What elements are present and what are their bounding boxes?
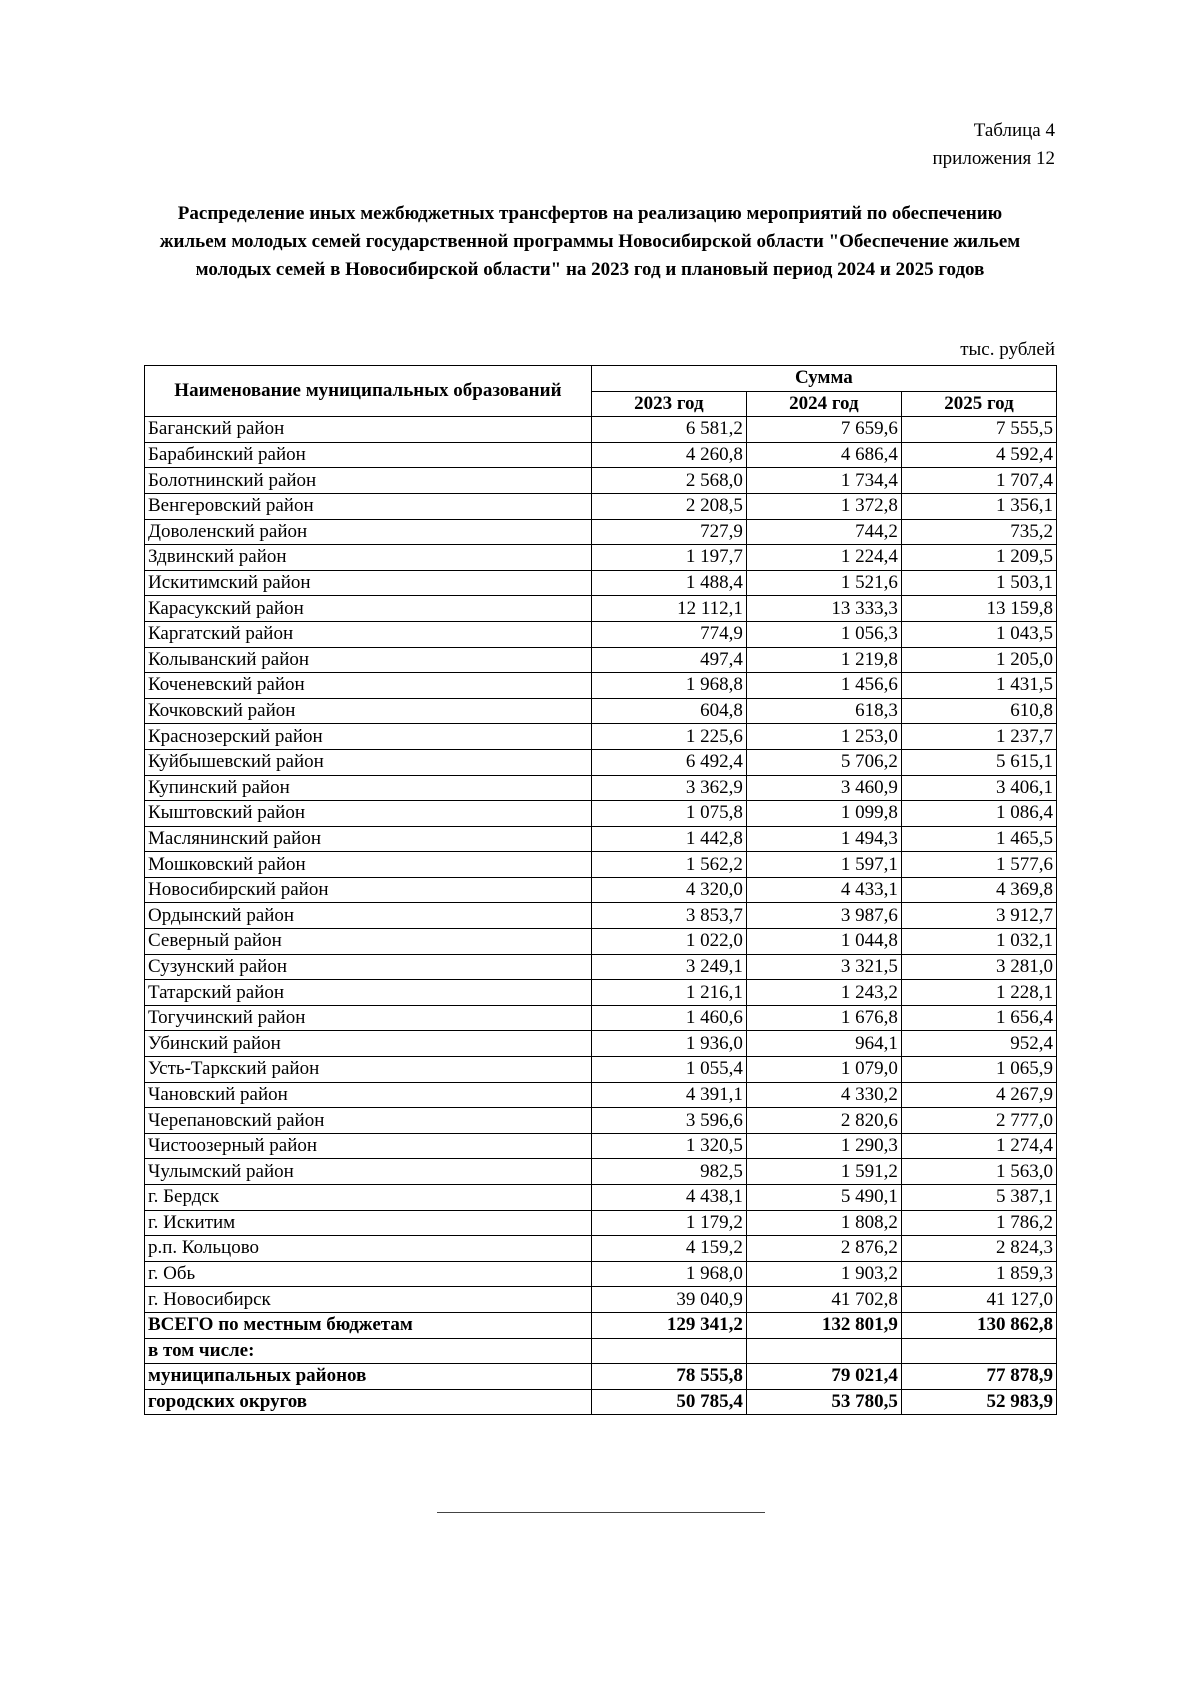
value-2023-cell: 3 853,7	[591, 903, 746, 929]
municipality-name-cell: Искитимский район	[145, 570, 592, 596]
table-row	[145, 1108, 1057, 1134]
value-2024-cell: 1 456,6	[746, 673, 901, 699]
value-2023-cell: 1 320,5	[591, 1133, 746, 1159]
value-2025-cell: 52 983,9	[901, 1389, 1056, 1415]
value-2024-cell: 79 021,4	[746, 1364, 901, 1390]
value-2025-cell: 2 777,0	[901, 1108, 1056, 1134]
value-2025-cell: 4 592,4	[901, 442, 1056, 468]
value-2024-cell: 1 494,3	[746, 826, 901, 852]
municipality-name-cell: Чулымский район	[145, 1159, 592, 1185]
value-2023-cell: 6 581,2	[591, 417, 746, 443]
empty-cell	[746, 1338, 901, 1364]
value-2025-cell: 1 786,2	[901, 1210, 1056, 1236]
value-2024-cell: 4 433,1	[746, 877, 901, 903]
table-row	[145, 1185, 1057, 1211]
table-row	[145, 801, 1057, 827]
value-2023-cell: 6 492,4	[591, 749, 746, 775]
including-row	[145, 1338, 1057, 1364]
value-2023-cell: 4 391,1	[591, 1082, 746, 1108]
appendix-label: приложения 12	[932, 148, 1055, 169]
value-2024-cell: 1 808,2	[746, 1210, 901, 1236]
table-row	[145, 1261, 1057, 1287]
value-2023-cell: 497,4	[591, 647, 746, 673]
table-row	[145, 1236, 1057, 1262]
value-2024-cell: 1 044,8	[746, 929, 901, 955]
value-2023-cell: 4 260,8	[591, 442, 746, 468]
value-2024-cell: 744,2	[746, 519, 901, 545]
value-2025-cell: 1 043,5	[901, 621, 1056, 647]
value-2023-cell: 3 362,9	[591, 775, 746, 801]
value-2024-cell: 1 056,3	[746, 621, 901, 647]
sum-column-header: Сумма	[591, 366, 1056, 392]
table-row	[145, 493, 1057, 519]
municipality-name-cell: г. Новосибирск	[145, 1287, 592, 1313]
value-2023-cell: 12 112,1	[591, 596, 746, 622]
value-2023-cell: 1 225,6	[591, 724, 746, 750]
table-row	[145, 980, 1057, 1006]
value-2024-cell: 1 676,8	[746, 1005, 901, 1031]
value-2025-cell: 77 878,9	[901, 1364, 1056, 1390]
value-2025-cell: 3 912,7	[901, 903, 1056, 929]
bottom-divider	[437, 1512, 765, 1513]
municipality-name-cell: Черепановский район	[145, 1108, 592, 1134]
municipality-name-cell: Кыштовский район	[145, 801, 592, 827]
municipality-name-cell: Колыванский район	[145, 647, 592, 673]
value-2025-cell: 735,2	[901, 519, 1056, 545]
subtotal-row	[145, 1389, 1057, 1415]
municipality-name-cell: Убинский район	[145, 1031, 592, 1057]
value-2025-cell: 5 615,1	[901, 749, 1056, 775]
municipality-name-cell: Чановский район	[145, 1082, 592, 1108]
value-2024-cell: 1 079,0	[746, 1057, 901, 1083]
subtotal-row	[145, 1364, 1057, 1390]
value-2025-cell: 1 065,9	[901, 1057, 1056, 1083]
value-2023-cell: 1 968,0	[591, 1261, 746, 1287]
value-2025-cell: 4 369,8	[901, 877, 1056, 903]
including-label-cell: в том числе:	[145, 1338, 592, 1364]
municipality-name-cell: г. Бердск	[145, 1185, 592, 1211]
value-2023-cell: 4 320,0	[591, 877, 746, 903]
value-2023-cell: 982,5	[591, 1159, 746, 1185]
municipality-name-cell: Тогучинский район	[145, 1005, 592, 1031]
value-2025-cell: 7 555,5	[901, 417, 1056, 443]
value-2025-cell: 1 707,4	[901, 468, 1056, 494]
empty-cell	[591, 1338, 746, 1364]
municipality-name-cell: Краснозерский район	[145, 724, 592, 750]
table-row	[145, 826, 1057, 852]
table-row	[145, 621, 1057, 647]
value-2023-cell: 4 438,1	[591, 1185, 746, 1211]
value-2023-cell: 1 968,8	[591, 673, 746, 699]
value-2025-cell: 610,8	[901, 698, 1056, 724]
municipality-name-cell: Барабинский район	[145, 442, 592, 468]
municipality-name-cell: Куйбышевский район	[145, 749, 592, 775]
table-row	[145, 903, 1057, 929]
value-2024-cell: 2 820,6	[746, 1108, 901, 1134]
value-2024-cell: 618,3	[746, 698, 901, 724]
value-2024-cell: 132 801,9	[746, 1312, 901, 1338]
value-2023-cell: 2 208,5	[591, 493, 746, 519]
municipality-name-cell: р.п. Кольцово	[145, 1236, 592, 1262]
value-2023-cell: 2 568,0	[591, 468, 746, 494]
table-row	[145, 519, 1057, 545]
value-2024-cell: 7 659,6	[746, 417, 901, 443]
municipality-name-cell: городских округов	[145, 1389, 592, 1415]
value-2025-cell: 1 274,4	[901, 1133, 1056, 1159]
municipality-name-cell: ВСЕГО по местным бюджетам	[145, 1312, 592, 1338]
table-row	[145, 417, 1057, 443]
value-2024-cell: 5 490,1	[746, 1185, 901, 1211]
value-2024-cell: 1 099,8	[746, 801, 901, 827]
value-2024-cell: 3 321,5	[746, 954, 901, 980]
value-2024-cell: 1 219,8	[746, 647, 901, 673]
table-row	[145, 775, 1057, 801]
value-2024-cell: 1 372,8	[746, 493, 901, 519]
municipality-name-cell: Коченевский район	[145, 673, 592, 699]
table-row	[145, 954, 1057, 980]
value-2025-cell: 1 032,1	[901, 929, 1056, 955]
table-row	[145, 1057, 1057, 1083]
value-2024-cell: 1 734,4	[746, 468, 901, 494]
year-2023-header: 2023 год	[591, 391, 746, 417]
table-row	[145, 596, 1057, 622]
empty-cell	[901, 1338, 1056, 1364]
value-2023-cell: 1 562,2	[591, 852, 746, 878]
value-2023-cell: 3 249,1	[591, 954, 746, 980]
table-number-label: Таблица 4	[973, 120, 1055, 141]
value-2023-cell: 1 075,8	[591, 801, 746, 827]
municipality-name-cell: Баганский район	[145, 417, 592, 443]
table-row	[145, 1287, 1057, 1313]
value-2023-cell: 774,9	[591, 621, 746, 647]
value-2025-cell: 3 281,0	[901, 954, 1056, 980]
table-row	[145, 877, 1057, 903]
municipality-name-cell: Доволенский район	[145, 519, 592, 545]
value-2023-cell: 1 197,7	[591, 545, 746, 571]
value-2023-cell: 1 216,1	[591, 980, 746, 1006]
value-2024-cell: 4 330,2	[746, 1082, 901, 1108]
value-2025-cell: 1 205,0	[901, 647, 1056, 673]
value-2025-cell: 41 127,0	[901, 1287, 1056, 1313]
municipality-name-cell: Каргатский район	[145, 621, 592, 647]
value-2025-cell: 13 159,8	[901, 596, 1056, 622]
value-2024-cell: 53 780,5	[746, 1389, 901, 1415]
value-2024-cell: 2 876,2	[746, 1236, 901, 1262]
value-2023-cell: 1 488,4	[591, 570, 746, 596]
value-2023-cell: 1 179,2	[591, 1210, 746, 1236]
value-2025-cell: 1 563,0	[901, 1159, 1056, 1185]
table-row	[145, 647, 1057, 673]
value-2024-cell: 964,1	[746, 1031, 901, 1057]
municipality-name-cell: Мошковский район	[145, 852, 592, 878]
value-2023-cell: 1 022,0	[591, 929, 746, 955]
units-label: тыс. рублей	[960, 339, 1055, 360]
table-row	[145, 1133, 1057, 1159]
table-row	[145, 1005, 1057, 1031]
municipality-name-cell: Болотнинский район	[145, 468, 592, 494]
table-row	[145, 698, 1057, 724]
municipality-name-cell: Здвинский район	[145, 545, 592, 571]
municipality-name-cell: Сузунский район	[145, 954, 592, 980]
value-2024-cell: 3 460,9	[746, 775, 901, 801]
municipality-column-header: Наименование муниципальных образований	[145, 366, 592, 417]
municipality-name-cell: Татарский район	[145, 980, 592, 1006]
value-2025-cell: 4 267,9	[901, 1082, 1056, 1108]
value-2025-cell: 1 859,3	[901, 1261, 1056, 1287]
value-2025-cell: 1 209,5	[901, 545, 1056, 571]
table-row	[145, 442, 1057, 468]
value-2023-cell: 1 442,8	[591, 826, 746, 852]
value-2024-cell: 4 686,4	[746, 442, 901, 468]
table-row	[145, 1031, 1057, 1057]
municipality-name-cell: Кочковский район	[145, 698, 592, 724]
value-2025-cell: 1 228,1	[901, 980, 1056, 1006]
table-row	[145, 749, 1057, 775]
value-2025-cell: 1 465,5	[901, 826, 1056, 852]
municipality-name-cell: Маслянинский район	[145, 826, 592, 852]
value-2024-cell: 1 521,6	[746, 570, 901, 596]
table-row	[145, 570, 1057, 596]
value-2025-cell: 1 086,4	[901, 801, 1056, 827]
value-2023-cell: 1 055,4	[591, 1057, 746, 1083]
value-2025-cell: 5 387,1	[901, 1185, 1056, 1211]
table-row	[145, 724, 1057, 750]
municipality-name-cell: Северный район	[145, 929, 592, 955]
value-2024-cell: 1 597,1	[746, 852, 901, 878]
document-title: Распределение иных межбюджетных трансфертов на реализацию мероприятий по обеспечению жильем молодых семей государственной программы Новосибирской области "Обеспечение жильем молодых семей в Новосибирской области" на 2023 год и плановый период 2024 и 2025 годов	[159, 203, 1021, 280]
value-2023-cell: 129 341,2	[591, 1312, 746, 1338]
value-2023-cell: 50 785,4	[591, 1389, 746, 1415]
value-2025-cell: 1 237,7	[901, 724, 1056, 750]
value-2025-cell: 3 406,1	[901, 775, 1056, 801]
total-row	[145, 1312, 1057, 1338]
value-2024-cell: 1 243,2	[746, 980, 901, 1006]
municipality-name-cell: Венгеровский район	[145, 493, 592, 519]
value-2025-cell: 952,4	[901, 1031, 1056, 1057]
municipality-name-cell: Ордынский район	[145, 903, 592, 929]
table-row	[145, 1082, 1057, 1108]
year-2024-header: 2024 год	[746, 391, 901, 417]
municipality-name-cell: г. Искитим	[145, 1210, 592, 1236]
table-row	[145, 468, 1057, 494]
table-row	[145, 545, 1057, 571]
value-2024-cell: 1 224,4	[746, 545, 901, 571]
value-2025-cell: 1 656,4	[901, 1005, 1056, 1031]
municipality-name-cell: Карасукский район	[145, 596, 592, 622]
value-2025-cell: 1 356,1	[901, 493, 1056, 519]
municipality-name-cell: г. Обь	[145, 1261, 592, 1287]
value-2025-cell: 2 824,3	[901, 1236, 1056, 1262]
municipality-name-cell: Новосибирский район	[145, 877, 592, 903]
value-2025-cell: 1 503,1	[901, 570, 1056, 596]
value-2023-cell: 727,9	[591, 519, 746, 545]
value-2024-cell: 1 903,2	[746, 1261, 901, 1287]
value-2025-cell: 130 862,8	[901, 1312, 1056, 1338]
value-2023-cell: 1 936,0	[591, 1031, 746, 1057]
value-2023-cell: 1 460,6	[591, 1005, 746, 1031]
table-body	[145, 417, 1057, 1415]
value-2023-cell: 78 555,8	[591, 1364, 746, 1390]
value-2024-cell: 41 702,8	[746, 1287, 901, 1313]
value-2024-cell: 13 333,3	[746, 596, 901, 622]
value-2024-cell: 1 253,0	[746, 724, 901, 750]
municipality-name-cell: Купинский район	[145, 775, 592, 801]
table-row	[145, 929, 1057, 955]
table-row	[145, 673, 1057, 699]
value-2023-cell: 604,8	[591, 698, 746, 724]
value-2023-cell: 4 159,2	[591, 1236, 746, 1262]
table-row	[145, 1210, 1057, 1236]
municipality-name-cell: Чистоозерный район	[145, 1133, 592, 1159]
municipality-name-cell: Усть-Таркский район	[145, 1057, 592, 1083]
value-2023-cell: 3 596,6	[591, 1108, 746, 1134]
value-2024-cell: 1 591,2	[746, 1159, 901, 1185]
table-row	[145, 1159, 1057, 1185]
value-2025-cell: 1 431,5	[901, 673, 1056, 699]
year-2025-header: 2025 год	[901, 391, 1056, 417]
value-2024-cell: 3 987,6	[746, 903, 901, 929]
value-2024-cell: 1 290,3	[746, 1133, 901, 1159]
value-2023-cell: 39 040,9	[591, 1287, 746, 1313]
value-2025-cell: 1 577,6	[901, 852, 1056, 878]
transfers-table	[144, 365, 1057, 1415]
municipality-name-cell: муниципальных районов	[145, 1364, 592, 1390]
value-2024-cell: 5 706,2	[746, 749, 901, 775]
table-row	[145, 852, 1057, 878]
